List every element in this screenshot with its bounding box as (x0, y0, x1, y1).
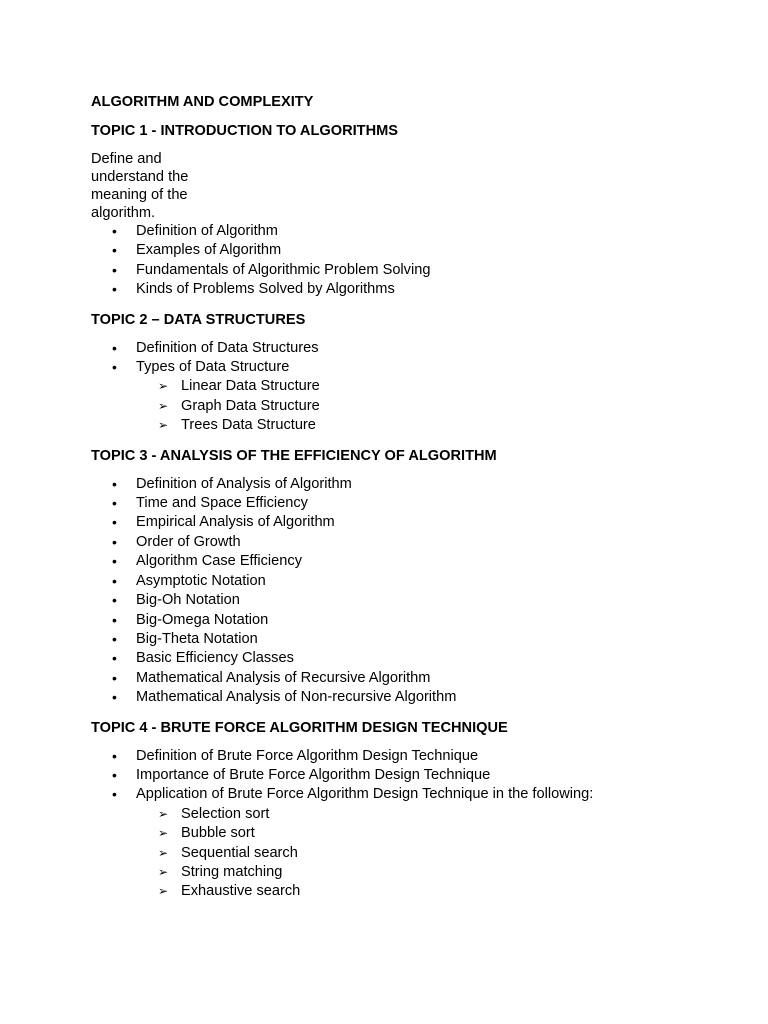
topic-2-heading: TOPIC 2 – DATA STRUCTURES (91, 311, 306, 328)
bullet-icon: • (112, 650, 117, 667)
sub-list-item: ➢ String matching (91, 863, 731, 882)
list-item: • Time and Space Efficiency (91, 494, 731, 513)
list-item: • Basic Efficiency Classes (91, 649, 731, 668)
bullet-icon: • (112, 514, 117, 531)
list-item: • Asymptotic Notation (91, 572, 731, 591)
sub-list-item: ➢ Linear Data Structure (91, 377, 731, 396)
bullet-icon: • (112, 572, 117, 589)
bullet-icon: • (112, 281, 117, 298)
list-item: • Definition of Analysis of Algorithm (91, 475, 731, 494)
list-item: • Big-Oh Notation (91, 591, 731, 610)
list-item: • Definition of Algorithm (91, 222, 731, 241)
list-item: • Algorithm Case Efficiency (91, 552, 731, 571)
bullet-icon: • (112, 242, 117, 259)
arrow-bullet-icon: ➢ (158, 418, 169, 433)
bullet-icon: • (112, 359, 117, 376)
bullet-icon: • (112, 533, 117, 550)
bullet-icon: • (112, 223, 117, 239)
bullet-icon: • (112, 553, 117, 570)
topic-1-list (91, 222, 731, 300)
bullet-icon: • (112, 786, 117, 803)
bullet-icon: • (112, 495, 117, 512)
list-item: • Empirical Analysis of Algorithm (91, 513, 731, 532)
list-item: • Importance of Brute Force Algorithm Design Technique (91, 766, 731, 785)
arrow-bullet-icon: ➢ (158, 806, 169, 821)
arrow-bullet-icon: ➢ (158, 826, 169, 841)
arrow-bullet-icon: ➢ (158, 845, 169, 860)
list-item: • Big-Theta Notation (91, 630, 731, 649)
bullet-icon: • (112, 766, 117, 783)
arrow-bullet-icon: ➢ (158, 864, 169, 879)
bullet-icon: • (112, 630, 117, 647)
bullet-icon: • (112, 611, 117, 628)
topic-1-heading: TOPIC 1 - INTRODUCTION TO ALGORITHMS (91, 123, 399, 139)
topic-4-sublist (136, 805, 731, 902)
bullet-icon: • (112, 592, 117, 609)
list-item: • Fundamentals of Algorithmic Problem Solving (91, 261, 731, 280)
bullet-icon: • (112, 261, 117, 278)
bullet-icon: • (112, 669, 117, 686)
topic-3-list (91, 475, 731, 708)
topic-3-heading: TOPIC 3 - ANALYSIS OF THE EFFICIENCY OF ALGORITHM (91, 447, 497, 464)
topic-4-heading: TOPIC 4 - BRUTE FORCE ALGORITHM DESIGN TECHNIQUE (91, 719, 508, 736)
sub-list-item: ➢ Graph Data Structure (91, 397, 731, 416)
list-item: • Kinds of Problems Solved by Algorithms (91, 280, 731, 299)
list-item: • Examples of Algorithm (91, 241, 731, 260)
document-title: ALGORITHM AND COMPLEXITY (91, 94, 314, 110)
bullet-icon: • (112, 475, 117, 492)
sub-list-item: ➢ Bubble sort (91, 824, 731, 843)
list-item: • Types of Data Structure ➢ Linear Data Structure ➢ Graph Data Structure ➢ Trees Data Structure (91, 358, 731, 436)
list-item: • Application of Brute Force Algorithm Design Technique in the following: ➢ Selection sort ➢ Bubble sort ➢ Sequential search ➢ String matching ➢ Exhaustive search (91, 785, 731, 901)
list-item: • Mathematical Analysis of Non-recursive Algorithm (91, 688, 731, 707)
bullet-icon: • (112, 339, 117, 356)
topic-4-list (91, 747, 731, 902)
topic-1-intro: Define and understand the meaning of the algorithm. (91, 151, 189, 221)
list-item: • Mathematical Analysis of Recursive Algorithm (91, 669, 731, 688)
list-item: • Big-Omega Notation (91, 611, 731, 630)
arrow-bullet-icon: ➢ (158, 398, 169, 413)
bullet-icon: • (112, 747, 117, 764)
sub-list-item: ➢ Selection sort (91, 805, 731, 824)
arrow-bullet-icon: ➢ (158, 379, 169, 394)
bullet-icon: • (112, 689, 117, 706)
topic-2-sublist (136, 377, 731, 435)
sub-list-item: ➢ Exhaustive search (91, 882, 731, 901)
list-item: • Definition of Brute Force Algorithm Design Technique (91, 747, 731, 766)
list-item: • Order of Growth (91, 533, 731, 552)
topic-2-list (91, 339, 731, 436)
sub-list-item: ➢ Sequential search (91, 844, 731, 863)
list-item: • Definition of Data Structures (91, 339, 731, 358)
sub-list-item: ➢ Trees Data Structure (91, 416, 731, 435)
document-page (91, 93, 731, 913)
arrow-bullet-icon: ➢ (158, 884, 169, 899)
